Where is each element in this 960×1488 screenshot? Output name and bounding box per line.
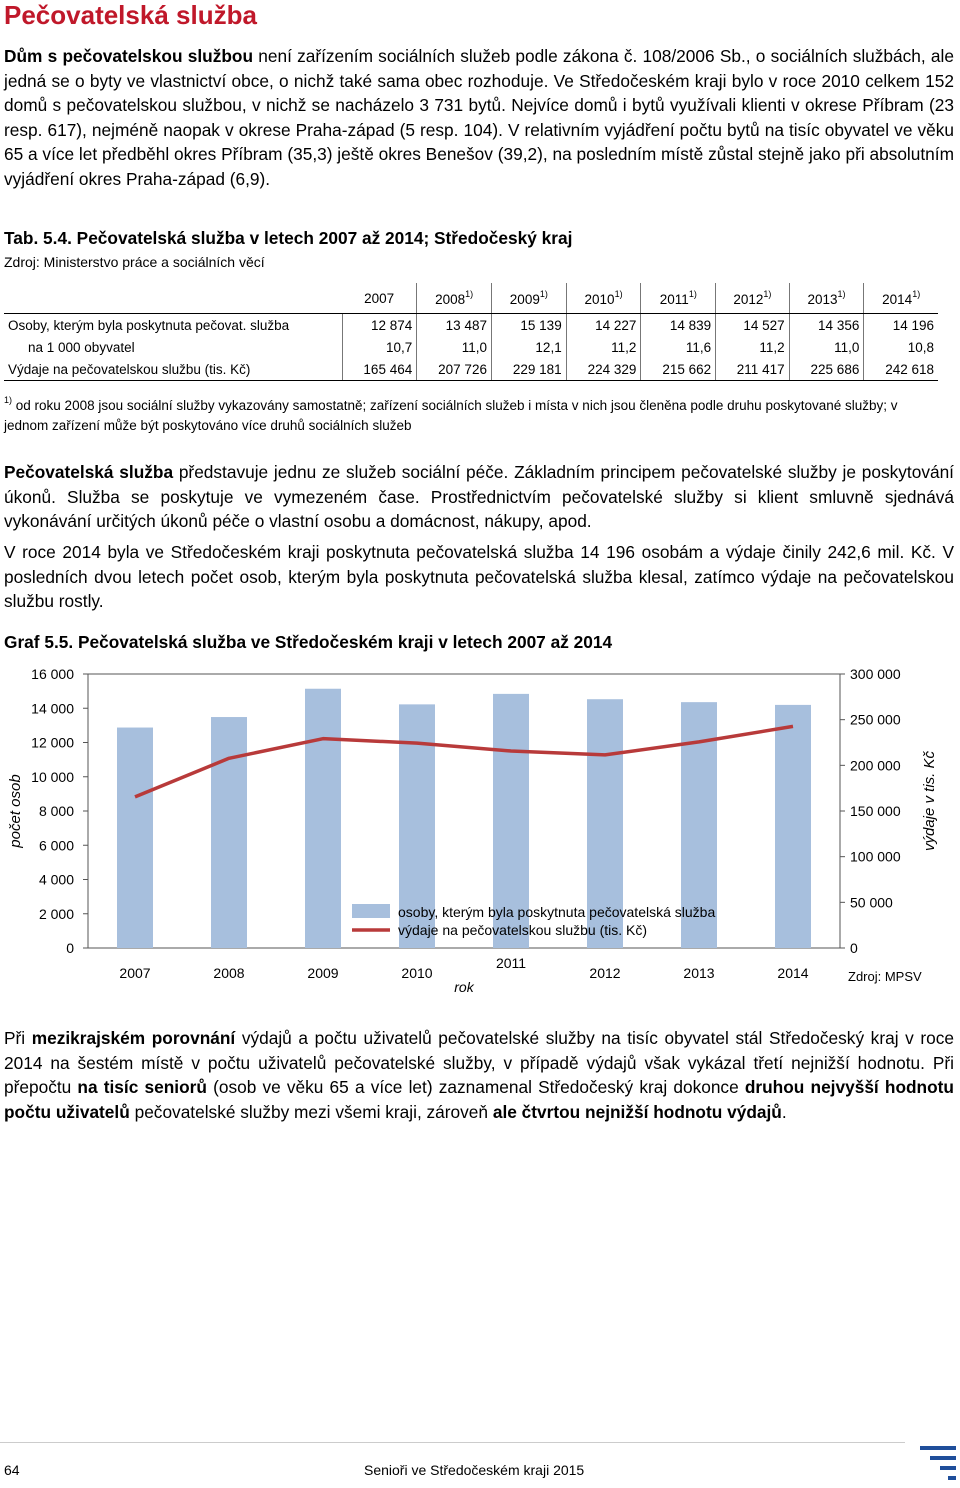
table-header-year: 2014$^{1)}$: [864, 283, 938, 314]
x-tick-label: 2007: [119, 965, 151, 981]
table-cell: 207 726: [417, 358, 492, 381]
table-cell: 11,2: [716, 336, 789, 358]
footnote-mark: 1): [4, 395, 13, 405]
table-cell: 10,8: [907, 339, 934, 355]
table-cell: 14 196: [892, 317, 934, 333]
care-service-table: [4, 283, 938, 381]
paragraph-houses: [4, 44, 954, 191]
table-cell: 14 227: [566, 314, 641, 337]
table-cell: 11,0: [789, 336, 864, 358]
term-pecovatelska-sluzba: Pečovatelská služba: [4, 462, 174, 482]
chart-source: Zdroj: MPSV: [848, 969, 922, 984]
x-tick-label: 2014: [777, 965, 809, 981]
table-row: [4, 314, 938, 337]
table-title: Tab. 5.4. Pečovatelská služba v letech 2007 až 2014; Středočeský kraj: [4, 228, 573, 248]
y-tick-label: 2 000: [38, 905, 74, 922]
y2-tick-label: 300 000: [850, 666, 901, 682]
y-tick-label: 4 000: [38, 871, 74, 888]
x-tick-label: 2012: [589, 965, 621, 981]
care-service-chart: [0, 660, 960, 1000]
x-tick-label: 2010: [401, 965, 433, 981]
y-tick-label: 0: [66, 940, 74, 956]
x-tick-label: 2008: [213, 965, 245, 981]
bar: [117, 728, 153, 948]
y2-tick-label: 200 000: [850, 757, 901, 774]
page-number: 64: [4, 1462, 20, 1478]
table-header-year: 2012$^{1)}$: [716, 283, 789, 314]
legend-label-line: výdaje na pečovatelskou službu (tis. Kč): [398, 922, 648, 938]
footnote-text: od roku 2008 jsou sociální služby vykazovány samostatně; zařízení sociálních služeb i místa v nich jsou členěna podle druhu poskytované služby; v jednom zařízení může být poskytováno více druhů sociálních služeb: [4, 398, 898, 433]
y-tick-label: 8 000: [38, 803, 74, 819]
table-header-year: 2010$^{1)}$: [566, 283, 641, 314]
bar: [775, 705, 811, 948]
comparison-bold: na tisíc seniorů: [77, 1077, 207, 1097]
table-cell: 12 874: [342, 314, 417, 337]
table-cell: 12,1: [491, 336, 566, 358]
table-header-year: 2007: [342, 283, 417, 314]
legend-swatch-bars: [352, 904, 390, 918]
table-cell: 10,7: [342, 336, 417, 358]
table-cell: 11,6: [641, 336, 716, 358]
row-label: na 1 000 obyvatel: [4, 336, 342, 358]
x-axis-label: rok: [454, 979, 474, 995]
table-header-year: 2008$^{1)}$: [417, 283, 492, 314]
table-cell: 165 464: [342, 358, 417, 381]
table-header-year: 2009$^{1)}$: [491, 283, 566, 314]
publication-title: Senioři ve Středočeském kraji 2015: [364, 1462, 585, 1478]
table-cell: 224 329: [566, 358, 641, 381]
table-row: [4, 358, 938, 381]
table-cell: 14 527: [716, 314, 789, 337]
x-tick-label: 2013: [683, 965, 715, 981]
row-label: Výdaje na pečovatelskou službu (tis. Kč): [4, 358, 342, 381]
table-cell: 14 839: [641, 314, 716, 337]
comparison-bold: mezikrajském porovnání: [31, 1028, 236, 1048]
y-tick-label: 10 000: [31, 768, 74, 785]
comparison-text: výdajů a počtu uživatelů pečovatelské služby na tisíc obyvatel stál Středočeský kraj v roce 2014 na šestém místě v počtu uživatelů pečovatelské služby, v případě výdajů však vykázal třetí nejnižší hodnotu. Při přepočtu: [4, 1028, 954, 1097]
table-header-empty: [4, 283, 342, 314]
table-cell: 229 181: [491, 358, 566, 381]
footer-divider: [0, 1442, 905, 1443]
table-cell: 11,2: [566, 336, 641, 358]
comparison-text: Při: [4, 1028, 32, 1048]
table-cell: 215 662: [641, 358, 716, 381]
y2-tick-label: 150 000: [850, 803, 901, 819]
comparison-text: .: [781, 1101, 787, 1122]
comparison-text: pečovatelské služby mezi všemi kraji, zároveň: [129, 1101, 493, 1122]
comparison-bold: ale čtvrtou nejnižší hodnotu výdajů: [492, 1101, 782, 1122]
legend-label-bars: osoby, kterým byla poskytnuta pečovatelská služba: [398, 904, 716, 920]
table-cell: 15 139: [491, 314, 566, 337]
bar: [211, 717, 247, 948]
table-cell: 14 356: [789, 314, 864, 337]
comparison-bold: druhou nejvyšší hodnotu počtu uživatelů: [4, 1077, 954, 1122]
paragraph-comparison: [4, 1026, 954, 1124]
y-tick-label: 16 000: [31, 666, 74, 682]
term-dum-s-pecovatelskou-sluzbou: Dům s pečovatelskou službou: [4, 46, 254, 66]
table-header-year: 2011$^{1)}$: [641, 283, 716, 314]
table-cell: 13 487: [417, 314, 492, 337]
table-cell: 225 686: [789, 358, 864, 381]
table-cell: 242 618: [864, 358, 938, 381]
paragraph-service-text: představuje jednu ze služeb sociální péče. Základním principem pečovatelské služby je poskytování úkonů. Služba se poskytuje ve vymezeném čase. Prostřednictvím pečovatelské služby si klient smluvně sjednává vykonávání určitých úkonů péče o vlastní osobu a domácnost, nákupy, apod.: [4, 462, 954, 531]
paragraph-2014: V roce 2014 byla ve Středočeském kraji poskytnuta pečovatelská služba 14 196 osobám a výdaje činily 242,6 mil. Kč. V posledních dvou letech počet osob, kterým byla poskytnuta pečovatelská služba klesal, zatímco výdaje na pečovatelskou službu rostly.: [4, 542, 954, 611]
paragraph-houses-text: není zařízením sociálních služeb podle zákona č. 108/2006 Sb., o sociálních službách, ale jedná se o byty ve vlastnictví obce, o nichž také sama obec rozhoduje. Ve Středočeském kraji bylo v roce 2010 celkem 152 domů s pečovatelskou službou, v nichž se nacházelo 3 731 bytů. Nejvíce domů i bytů využívali klienti v okrese Příbram (23 resp. 617), nejméně naopak v okrese Praha-západ (5 resp. 104). V relativním vyjádření počtu bytů na tisíc obyvatel ve věku 65 a více let předběhl okres Příbram (35,3) ještě okres Benešov (39,2), na posledním místě zůstal stejně jako při absolutním vyjádření okres Praha-západ (6,9).: [4, 46, 954, 189]
table-header-year: 2013$^{1)}$: [789, 283, 864, 314]
comparison-text: (osob ve věku 65 a více let) zaznamenal Středočeský kraj dokonce: [206, 1077, 745, 1097]
x-tick-label: 2009: [307, 965, 339, 981]
y2-tick-label: 100 000: [850, 848, 901, 865]
table-cell: 11,0: [417, 336, 492, 358]
graph-title: Graf 5.5. Pečovatelská služba ve Středočeském kraji v letech 2007 až 2014: [4, 632, 613, 652]
page-heading: Pečovatelská služba: [4, 0, 257, 30]
x-tick-label: 2011: [495, 955, 527, 971]
y-axis-label: počet osob: [7, 774, 24, 848]
y2-tick-label: 50 000: [850, 894, 893, 911]
y-tick-label: 14 000: [31, 700, 74, 717]
table-cell: 211 417: [716, 358, 789, 381]
table-header-row: [4, 283, 938, 314]
table-row: [4, 336, 938, 358]
bar: [305, 689, 341, 948]
paragraph-service: [4, 460, 954, 534]
y-tick-label: 6 000: [38, 837, 74, 854]
y2-axis-label: výdaje v tis. Kč: [921, 750, 938, 852]
y2-tick-label: 0: [850, 940, 858, 956]
y-tick-label: 12 000: [31, 734, 74, 751]
table-source: Zdroj: Ministerstvo práce a sociálních věcí: [4, 254, 265, 270]
row-label: Osoby, kterým byla poskytnuta pečovat. služba: [4, 314, 342, 337]
table-footnote: [4, 390, 934, 436]
y2-tick-label: 250 000: [850, 711, 901, 728]
